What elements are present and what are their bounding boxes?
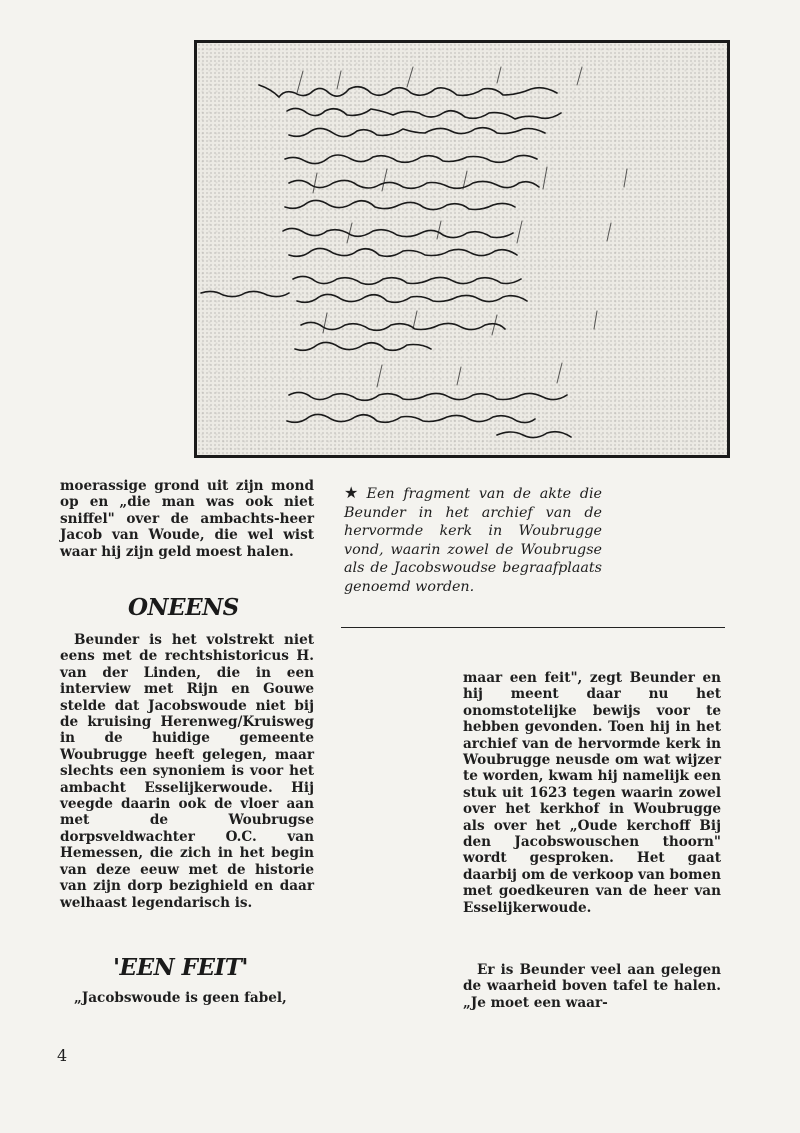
article-paragraph-5 bbox=[463, 962, 721, 1011]
page-number: 4 bbox=[57, 1046, 68, 1065]
article-paragraph-4 bbox=[463, 670, 721, 916]
section-heading-een-feit: 'EEN FEIT' bbox=[113, 954, 248, 981]
article-paragraph-2 bbox=[60, 632, 314, 911]
photo-caption bbox=[344, 484, 602, 597]
paragraph-text: Er is Beunder veel aan gelegen de waarheid boven tafel te halen. „Je moet een waar- bbox=[463, 962, 721, 1011]
article-paragraph-1 bbox=[60, 478, 314, 560]
paragraph-text: Beunder is het volstrekt niet eens met de rechtshistoricus H. van der Linden, die in een interview met Rijn en Gouwe stelde dat Jacobswoude niet bij de kruising Herenweg/Kruisweg in de huidige gemeente Woubrugge heeft gelegen, maar slechts een synoniem is voor het ambacht Esselijkerwoude. Hij veegde daarin ook de vloer aan met de Woubrugse dorpsveldwachter O.C. van Hemessen, die zich in het begin van deze eeuw met de historie van zijn dorp bezighield en daar welhaast legendarisch is. bbox=[60, 632, 314, 911]
star-icon: ★ bbox=[344, 483, 363, 502]
manuscript-photo bbox=[194, 40, 730, 458]
section-heading-oneens: ONEENS bbox=[128, 594, 239, 621]
caption-text: Een fragment van de akte die Beunder in het archief van de hervormde kerk in Woubrugge vond, waarin zowel de Woubrugse als de Jacobswoudse begraafplaats genoemd worden. bbox=[344, 486, 603, 595]
caption-divider bbox=[341, 627, 725, 628]
paragraph-text: moerassige grond uit zijn mond op en „die man was ook niet sniffel" over de ambachts-heer Jacob van Woude, die wel wist waar hij zijn geld moest halen. bbox=[60, 478, 314, 560]
paragraph-text: maar een feit", zegt Beunder en hij meent daar nu het onomstotelijke bewijs voor te hebben gevonden. Toen hij in het archief van de hervormde kerk in Woubrugge neusde om wat wijzer te worden, kwam hij namelijk een stuk uit 1623 tegen waarin zowel over het kerkhof in Woubrugge als over het „Oude kerchoff Bij den Jacobswouschen thoorn" wordt gesproken. Het gaat daarbij om de verkoop van bomen met goedkeuren van de heer van Esselijkerwoude. bbox=[463, 670, 721, 916]
handwritten-script-image bbox=[197, 43, 727, 455]
article-paragraph-3 bbox=[60, 990, 314, 1006]
paragraph-text: „Jacobswoude is geen fabel, bbox=[74, 990, 287, 1006]
